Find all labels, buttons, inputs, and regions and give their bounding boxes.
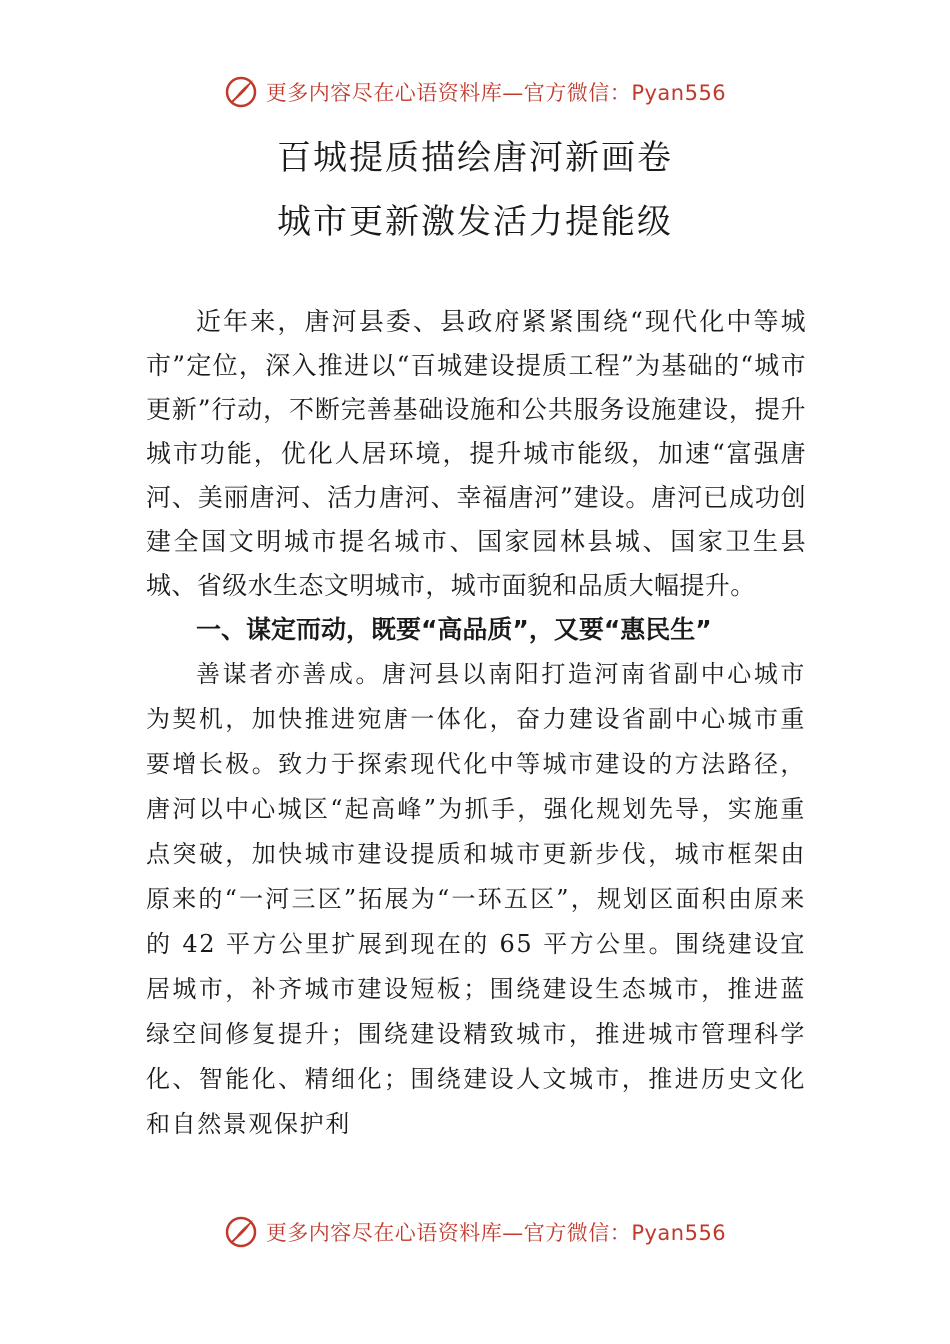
watermark-footer xyxy=(0,1212,950,1252)
quill-logo-icon xyxy=(224,1215,258,1249)
document-body xyxy=(146,300,806,1147)
watermark-text: 更多内容尽在心语资料库—官方微信：Pyan556 xyxy=(265,1221,727,1245)
document-title-line1: 百城提质描绘唐河新画卷 xyxy=(277,138,673,178)
quill-logo-icon xyxy=(224,75,258,109)
watermark-text: 更多内容尽在心语资料库—官方微信：Pyan556 xyxy=(265,81,727,105)
document-title-line2: 城市更新激发活力提能级 xyxy=(277,202,673,242)
watermark-header xyxy=(0,72,950,112)
section1-heading: 一、谋定而动，既要“高品质”，又要“惠民生” xyxy=(196,615,712,644)
section1-paragraph: 善谋者亦善成。唐河县以南阳打造河南省副中心城市为契机，加快推进宛唐一体化，奋力建设省副中心城市重要增长极。致力于探索现代化中等城市建设的方法路径，唐河以中心城区“起高峰”为抓手，强化规划先导，实施重点突破，加快城市建设提质和城市更新步伐，城市框架由原来的“一河三区”拓展为“一环五区”，规划区面积由原来的 42 平方公里扩展到现在的 65 平方公里。围绕建设宜居城市，补齐城市建设短板；围绕建设生态城市，推进蓝绿空间修复提升；围绕建设精致城市，推进城市管理科学化、智能化、精细化；围绕建设人文城市，推进历史文化和自然景观保护利 xyxy=(146,660,806,1138)
intro-paragraph: 近年来，唐河县委、县政府紧紧围绕“现代化中等城市”定位，深入推进以“百城建设提质工程”为基础的“城市更新”行动，不断完善基础设施和公共服务设施建设，提升城市功能，优化人居环境，提升城市能级，加速“富强唐河、美丽唐河、活力唐河、幸福唐河”建设。唐河已成功创建全国文明城市提名城市、国家园林县城、国家卫生县城、省级水生态文明城市，城市面貌和品质大幅提升。 xyxy=(146,307,806,600)
watermark-handle: Pyan556 xyxy=(631,81,727,105)
watermark-handle: Pyan556 xyxy=(631,1221,727,1245)
